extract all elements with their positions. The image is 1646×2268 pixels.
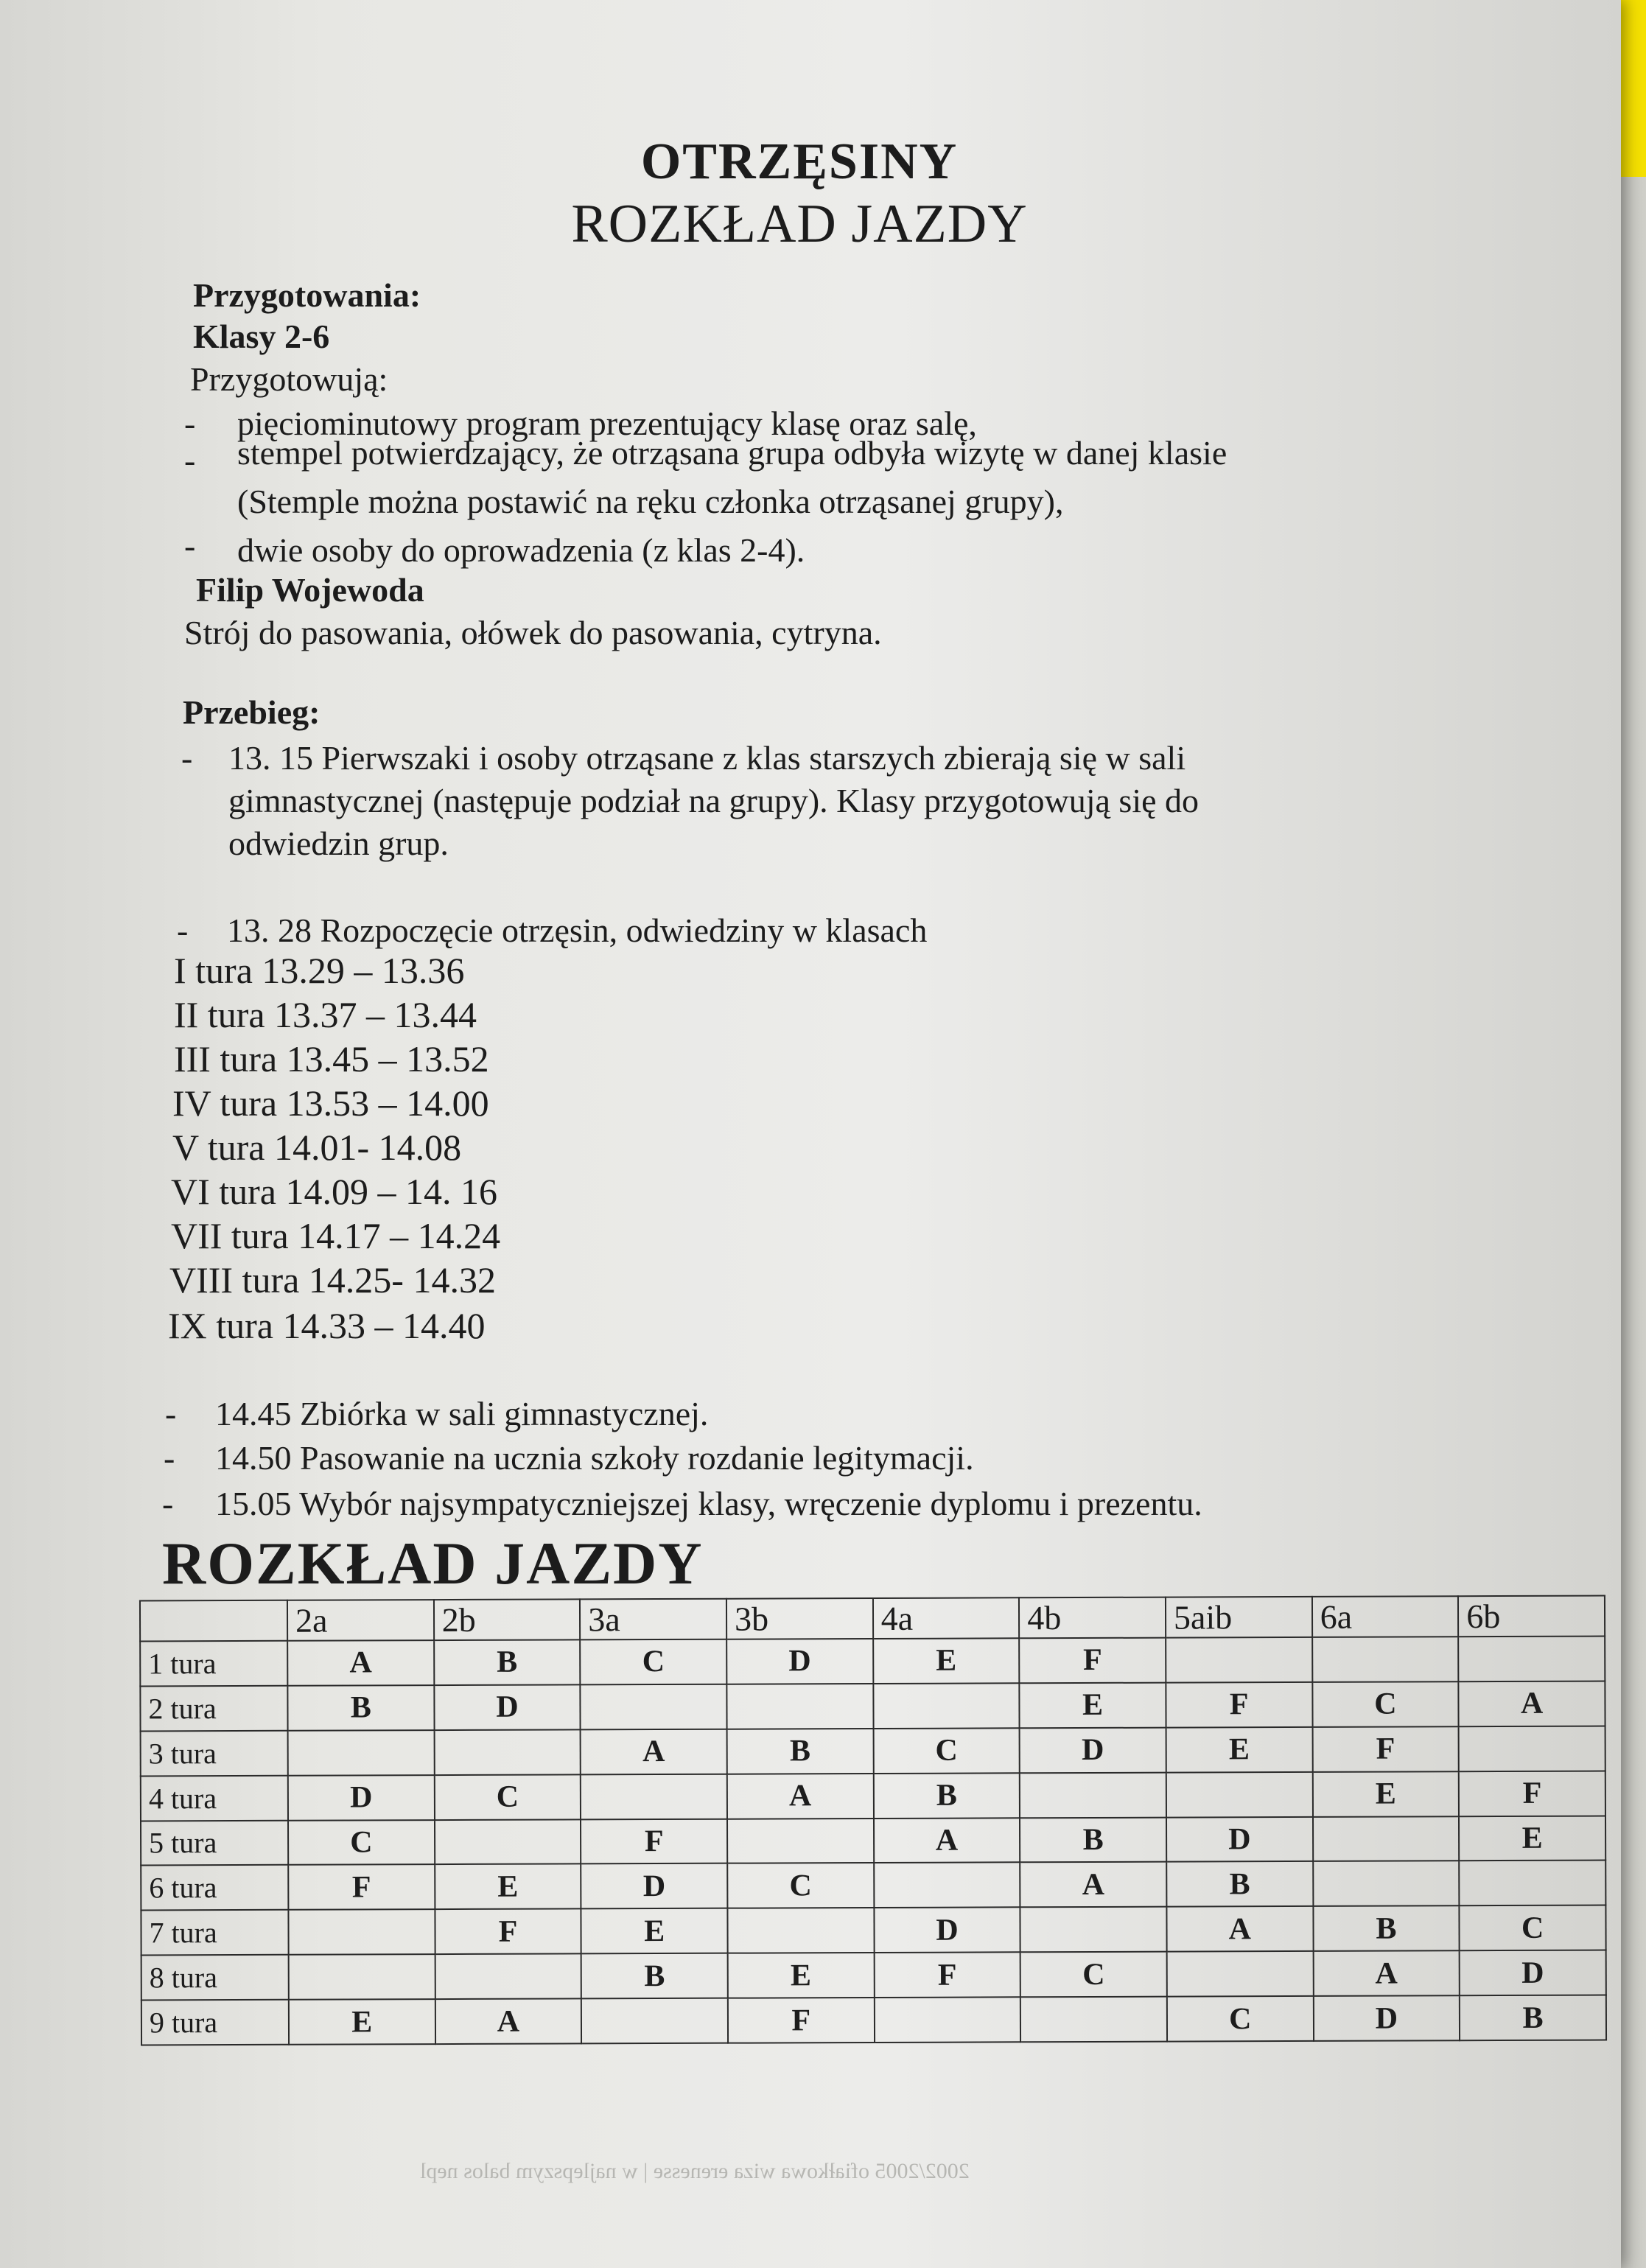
table-cell: F bbox=[1019, 1638, 1166, 1684]
table-cell: F bbox=[1312, 1726, 1459, 1772]
table-cell bbox=[434, 1729, 581, 1775]
bullet-dash: - bbox=[184, 441, 196, 479]
bullet-dash: - bbox=[162, 1485, 174, 1522]
table-cell bbox=[1313, 1816, 1460, 1862]
column-header: 6b bbox=[1458, 1596, 1605, 1637]
table-cell bbox=[289, 1954, 435, 2000]
table-cell: D bbox=[1020, 1727, 1166, 1773]
table-cell bbox=[874, 1863, 1020, 1908]
prep-item-continued: (Stemple można postawić na ręku członka otrząsanej grupy), bbox=[237, 483, 1064, 520]
table-cell bbox=[1167, 1951, 1314, 1997]
table-cell: E bbox=[289, 1999, 435, 2045]
page-title: OTRZĘSINY bbox=[640, 133, 959, 190]
table-cell bbox=[1459, 1726, 1605, 1771]
course-item-2: 13. 28 Rozpoczęcie otrzęsin, odwiedziny w klasach bbox=[227, 911, 928, 949]
table-cell bbox=[1166, 1637, 1312, 1683]
round-time: V tura 14.01- 14.08 bbox=[172, 1127, 462, 1168]
table-row bbox=[141, 1950, 1606, 2001]
table-cell: E bbox=[728, 1953, 875, 1998]
prep-item: dwie osoby do oprowadzenia (z klas 2-4). bbox=[237, 531, 805, 569]
table-cell: A bbox=[435, 1998, 581, 2044]
table-cell bbox=[1313, 1861, 1460, 1907]
course-item-1: 13. 15 Pierwszaki i osoby otrząsane z klas starszych zbierają się w sali bbox=[228, 739, 1186, 777]
table-cell: C bbox=[288, 1820, 435, 1866]
table-cell bbox=[581, 1774, 727, 1819]
table-cell: A bbox=[1459, 1681, 1605, 1726]
table-cell: F bbox=[1459, 1771, 1605, 1816]
prep-item: pięciominutowy program prezentujący klasę oraz salę, bbox=[237, 405, 977, 442]
schedule-title: ROZKŁAD JAZDY bbox=[162, 1530, 704, 1597]
column-header: 3a bbox=[580, 1599, 726, 1640]
table-row bbox=[141, 1995, 1606, 2045]
table-cell: B bbox=[1313, 1905, 1460, 1951]
table-cell: C bbox=[1460, 1905, 1606, 1951]
table-cell: E bbox=[1020, 1682, 1166, 1728]
table-cell: D bbox=[288, 1775, 435, 1821]
table-row bbox=[141, 1905, 1605, 1956]
prep-item: stempel potwierdzający, że otrząsana grupa odbyła wizytę w danej klasie bbox=[237, 434, 1228, 472]
table-cell: E bbox=[435, 1864, 581, 1910]
column-header: 2b bbox=[434, 1599, 581, 1640]
table-cell: E bbox=[873, 1638, 1020, 1684]
table-cell bbox=[727, 1908, 874, 1953]
row-label: 4 tura bbox=[141, 1775, 288, 1821]
table-row bbox=[140, 1681, 1605, 1731]
prep-classes: Klasy 2-6 bbox=[193, 318, 330, 355]
table-cell: F bbox=[874, 1952, 1020, 1998]
column-header: 4a bbox=[873, 1597, 1020, 1639]
table-cell: F bbox=[435, 1909, 581, 1955]
table-cell: C bbox=[1312, 1681, 1459, 1727]
row-label: 7 tura bbox=[141, 1910, 288, 1956]
table-cell bbox=[726, 1684, 873, 1729]
table-cell: A bbox=[874, 1818, 1020, 1863]
bullet-dash: - bbox=[181, 739, 193, 777]
table-cell: D bbox=[1460, 1950, 1606, 1996]
table-cell bbox=[288, 1730, 435, 1776]
table-cell: A bbox=[287, 1640, 434, 1686]
bullet-dash: - bbox=[165, 1395, 177, 1432]
row-label: 9 tura bbox=[141, 2000, 289, 2045]
page-subtitle: ROZKŁAD JAZDY bbox=[571, 194, 1028, 254]
bullet-dash: - bbox=[184, 405, 196, 442]
table-cell: F bbox=[1166, 1682, 1312, 1728]
round-time: VIII tura 14.25- 14.32 bbox=[169, 1259, 496, 1301]
table-cell: C bbox=[580, 1639, 726, 1685]
table-cell: B bbox=[1166, 1861, 1313, 1907]
row-label: 2 tura bbox=[140, 1686, 287, 1732]
table-cell: C bbox=[727, 1863, 874, 1908]
column-header: 6a bbox=[1312, 1596, 1459, 1637]
bullet-dash: - bbox=[184, 527, 196, 564]
table-cell bbox=[727, 1818, 874, 1863]
table-cell bbox=[1459, 1861, 1605, 1906]
table-cell: C bbox=[1167, 1996, 1314, 2042]
prep-intro: Przygotowują: bbox=[190, 360, 388, 398]
table-cell: A bbox=[1166, 1906, 1313, 1952]
column-header: 5aib bbox=[1166, 1597, 1312, 1638]
table-cell: B bbox=[1460, 1995, 1606, 2041]
table-cell: E bbox=[1166, 1727, 1312, 1773]
table-cell bbox=[581, 1998, 728, 2044]
table-cell bbox=[1020, 1997, 1167, 2043]
table-row bbox=[141, 1726, 1605, 1776]
table-cell: D bbox=[874, 1908, 1020, 1953]
table-cell: F bbox=[288, 1864, 435, 1910]
course-item-1-cont: gimnastycznej (następuje podział na grupy). Klasy przygotowują się do bbox=[228, 782, 1200, 819]
row-label: 3 tura bbox=[141, 1731, 288, 1777]
table-cell: A bbox=[1020, 1862, 1166, 1908]
round-time: VI tura 14.09 – 14. 16 bbox=[171, 1171, 497, 1212]
table-cell bbox=[1020, 1907, 1167, 1953]
table-cell: E bbox=[581, 1908, 728, 1954]
course-item-1-cont: odwiedzin grup. bbox=[228, 825, 449, 862]
row-label: 8 tura bbox=[141, 1955, 289, 2001]
table-cell: B bbox=[581, 1953, 728, 1999]
table-cell bbox=[435, 1819, 581, 1865]
table-cell: D bbox=[581, 1863, 728, 1909]
table-cell bbox=[581, 1684, 727, 1730]
table-cell: B bbox=[873, 1773, 1020, 1819]
course-heading: Przebieg: bbox=[183, 693, 321, 731]
table-row bbox=[141, 1771, 1605, 1821]
round-time: IX tura 14.33 – 14.40 bbox=[168, 1305, 486, 1346]
round-time: III tura 13.45 – 13.52 bbox=[174, 1038, 489, 1079]
table-row bbox=[141, 1816, 1605, 1866]
table-cell bbox=[1166, 1772, 1313, 1818]
row-label: 1 tura bbox=[140, 1641, 287, 1687]
person-name: Filip Wojewoda bbox=[196, 571, 424, 609]
table-cell: D bbox=[434, 1684, 581, 1730]
table-cell: D bbox=[1313, 1995, 1460, 2041]
table-header-row bbox=[140, 1596, 1605, 1642]
table-cell bbox=[288, 1909, 435, 1955]
mirrored-footer-text: 2002/2005 ofiałkowa wiza erenesse | w najlepszym balos nepl bbox=[420, 2159, 970, 2183]
table-cell: D bbox=[1166, 1816, 1313, 1862]
table-cell bbox=[1020, 1772, 1166, 1818]
table-cell bbox=[1312, 1637, 1459, 1682]
prep-heading: Przygotowania: bbox=[193, 276, 421, 314]
table-cell: C bbox=[1020, 1952, 1167, 1998]
round-time: I tura 13.29 – 13.36 bbox=[174, 950, 465, 991]
table-cell: F bbox=[728, 1998, 875, 2043]
table-cell: B bbox=[287, 1685, 434, 1731]
table-cell bbox=[435, 1954, 581, 2000]
row-label: 5 tura bbox=[141, 1820, 288, 1866]
table-cell: B bbox=[1020, 1817, 1166, 1863]
person-items: Strój do pasowania, ołówek do pasowania, cytryna. bbox=[184, 614, 882, 651]
table-cell: A bbox=[1313, 1950, 1460, 1996]
table-cell: A bbox=[581, 1729, 727, 1774]
bullet-dash: - bbox=[164, 1439, 175, 1477]
column-header: 3b bbox=[726, 1598, 873, 1639]
table-cell bbox=[873, 1683, 1020, 1729]
table-cell: C bbox=[873, 1728, 1020, 1774]
table-row bbox=[141, 1861, 1605, 1911]
round-time: IV tura 13.53 – 14.00 bbox=[172, 1082, 489, 1124]
schedule-table bbox=[139, 1595, 1607, 2046]
table-cell: E bbox=[1312, 1771, 1459, 1817]
column-header: 2a bbox=[287, 1600, 434, 1641]
table-cell: B bbox=[434, 1639, 581, 1685]
final-item: 15.05 Wybór najsympatyczniejszej klasy, wręczenie dyplomu i prezentu. bbox=[215, 1485, 1202, 1522]
table-cell: E bbox=[1459, 1816, 1605, 1861]
bullet-dash: - bbox=[177, 911, 189, 949]
table-cell: C bbox=[434, 1774, 581, 1820]
final-item: 14.45 Zbiórka w sali gimnastycznej. bbox=[215, 1395, 709, 1432]
round-time: VII tura 14.17 – 14.24 bbox=[171, 1215, 501, 1256]
final-item: 14.50 Pasowanie na ucznia szkoły rozdanie legitymacji. bbox=[215, 1439, 974, 1477]
table-cell: F bbox=[581, 1819, 727, 1864]
round-time: II tura 13.37 – 13.44 bbox=[174, 994, 477, 1035]
table-cell bbox=[874, 1997, 1020, 2043]
table-cell: D bbox=[726, 1639, 873, 1684]
column-header: 4b bbox=[1019, 1597, 1166, 1639]
table-cell: A bbox=[727, 1774, 874, 1819]
table-cell bbox=[1458, 1637, 1605, 1682]
table-row bbox=[140, 1637, 1605, 1687]
column-header bbox=[140, 1600, 287, 1642]
row-label: 6 tura bbox=[141, 1865, 288, 1911]
table-cell: B bbox=[727, 1729, 874, 1774]
